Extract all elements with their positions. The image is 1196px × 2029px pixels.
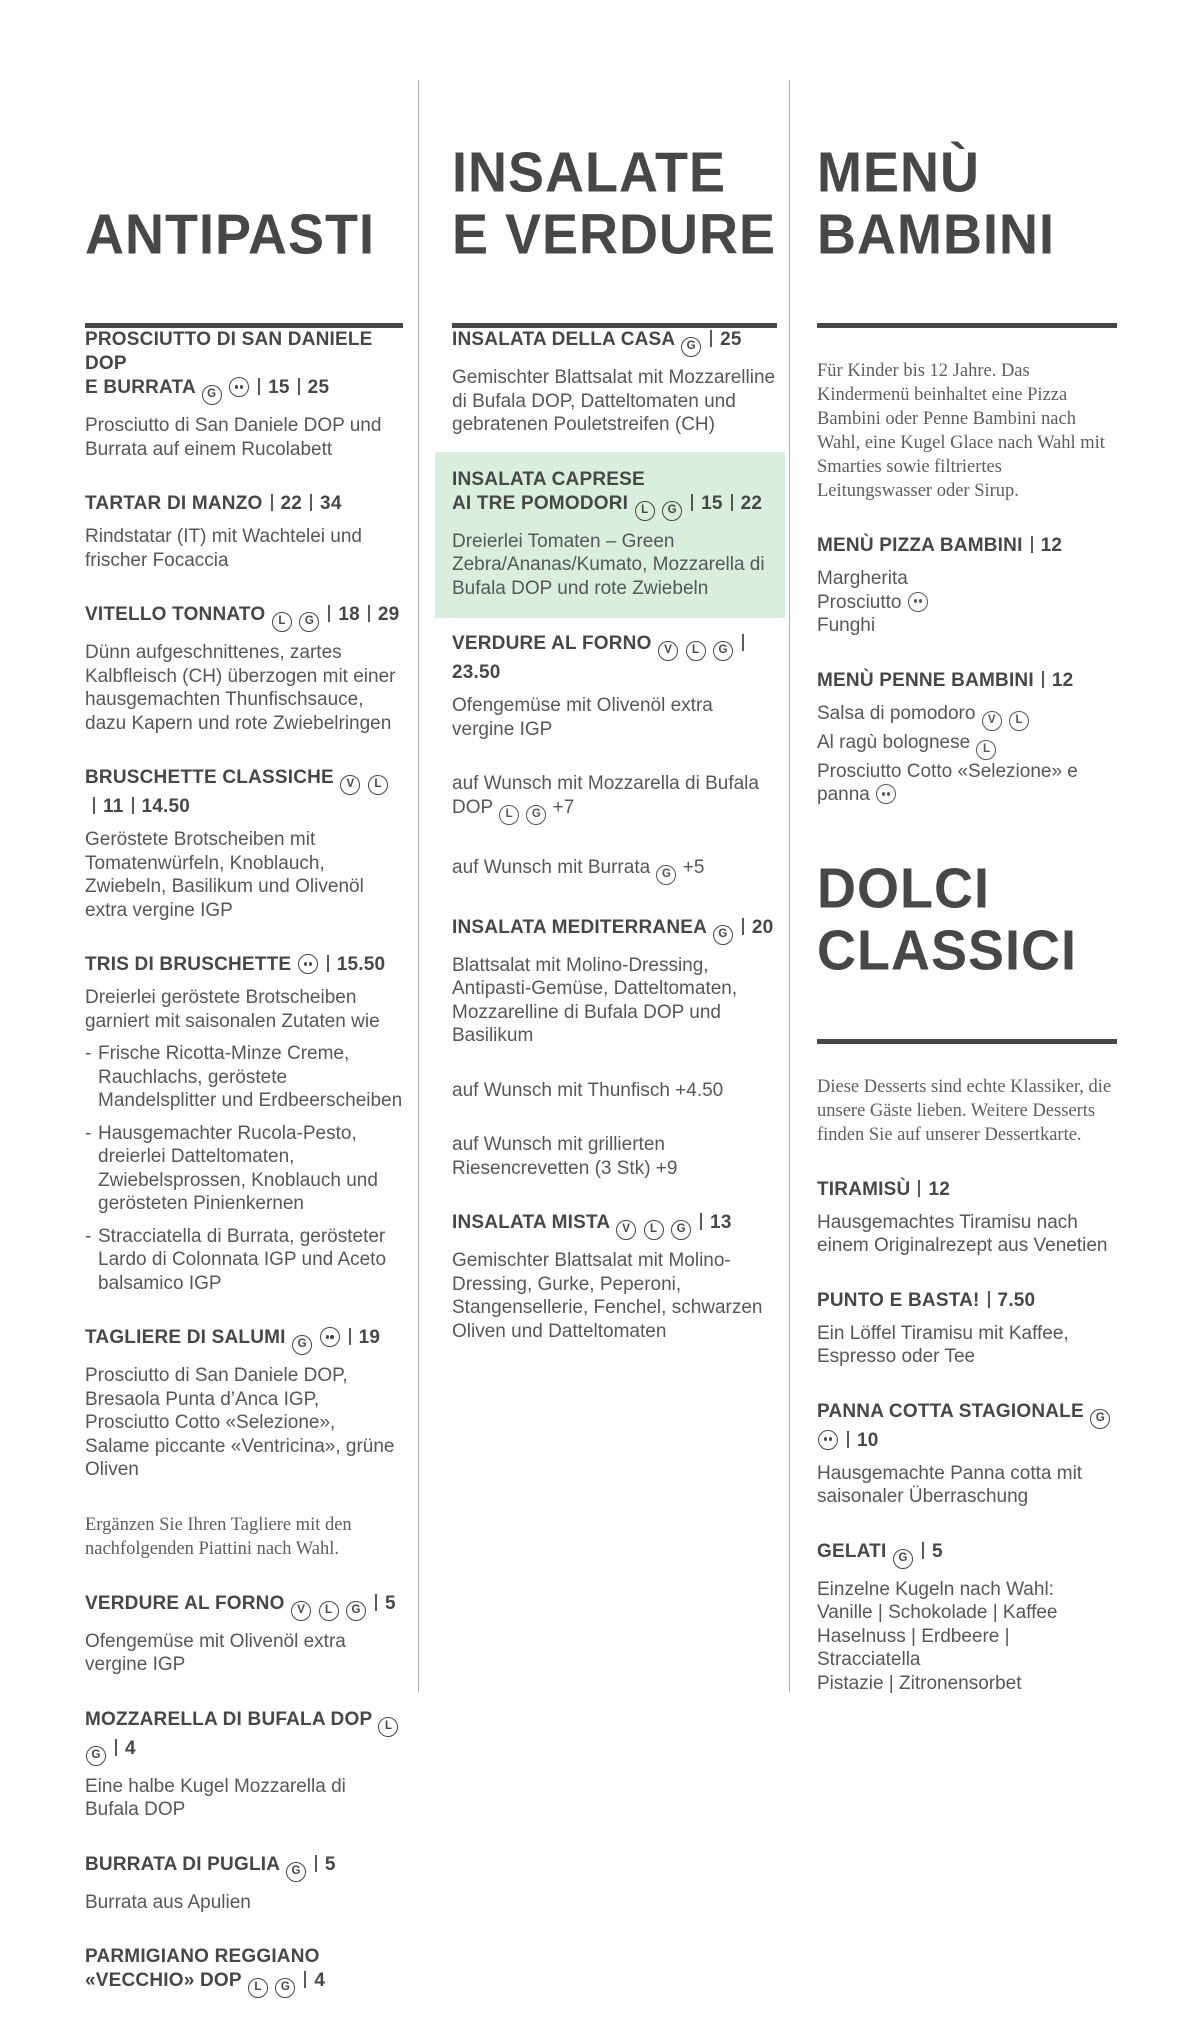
item-description: Hausgemachtes Tiramisu nach einem Originalrezept aus Venetien (817, 1211, 1108, 1256)
circle-l-icon: L (635, 501, 655, 521)
item-title (85, 1708, 403, 1766)
price: 12 (928, 1178, 950, 1200)
price: 4 (125, 1737, 136, 1759)
item-title-line: TARTAR DI MANZO (85, 493, 263, 514)
section-rule (817, 323, 1117, 328)
item-title-line: BURRATA DI PUGLIA G (85, 1854, 307, 1875)
item-description: Funghi (817, 615, 876, 636)
price-separator (847, 1431, 849, 1448)
price-separator (731, 494, 733, 511)
menu-item (85, 603, 403, 735)
note-text: auf Wunsch mit Mozzarella di Bufala DOP L G +7 (452, 772, 777, 825)
item-description: Einzelne Kugeln nach Wahl: (817, 1578, 1054, 1600)
menu-item (85, 953, 403, 1295)
item-title-line: INSALATA MISTA V L G (452, 1212, 692, 1233)
item-description: Prosciutto di San Daniele DOP und Burrata auf einem Rucolabett (85, 415, 382, 460)
item-description: Burrata aus Apulien (85, 1891, 251, 1913)
pig-snout-icon (298, 954, 318, 974)
item-title-line: PANNA COTTA STAGIONALE G (817, 1401, 1111, 1451)
circle-g-icon: G (1090, 1409, 1110, 1429)
item-description: Geröstete Brotscheiben mit Tomatenwürfeln, Knoblauch, Zwiebeln, Basilikum und Olivenöl extra vergine IGP (85, 829, 364, 921)
item-title (452, 1211, 777, 1240)
section-rule (817, 1039, 1117, 1044)
circle-g-icon: G (681, 337, 701, 357)
section-title: BAMBINI (817, 203, 1055, 266)
menu-item (85, 328, 403, 461)
item-description: Margherita (817, 568, 908, 589)
item-title-line: E BURRATA G (85, 377, 250, 398)
item-title-line: BRUSCHETTE CLASSICHE V L (85, 767, 389, 788)
price: 5 (324, 1853, 336, 1875)
menu-item (452, 1211, 777, 1343)
menu-item (85, 1592, 403, 1677)
pig-snout-icon (908, 592, 928, 612)
menu-item (85, 1853, 403, 1915)
circle-v-icon: V (658, 641, 678, 661)
price-separator (258, 378, 260, 395)
column-menu-bambini-dolci (817, 0, 1117, 1726)
menu-item (85, 1945, 403, 1998)
item-title-line: INSALATA MEDITERRANEA G (452, 917, 734, 938)
price-separator (115, 1739, 117, 1756)
price-separator (271, 494, 273, 511)
menu-item (452, 632, 777, 741)
price-separator (700, 1213, 702, 1230)
circle-g-icon: G (292, 1335, 312, 1355)
circle-l-icon: L (248, 1978, 268, 1998)
price-separator (1031, 536, 1033, 553)
circle-l-icon: L (368, 775, 388, 795)
menu-item (85, 1708, 403, 1822)
circle-g-icon: G (86, 1746, 106, 1766)
price: 34 (320, 493, 342, 514)
pig-snout-icon (320, 1327, 340, 1347)
circle-g-icon: G (526, 805, 546, 825)
price: 18 (338, 604, 360, 625)
pig-snout-icon (876, 784, 896, 804)
item-title (85, 1945, 403, 1998)
item-description: Gemischter Blattsalat mit Molino-Dressing, Gurke, Peperoni, Stangensellerie, Fenchel, schwarzen Oliven und Datteltomaten (452, 1250, 763, 1342)
menu-item (435, 452, 785, 619)
price: 13 (710, 1212, 732, 1233)
item-description: - Frische Ricotta-Minze Creme, Rauchlachs, geröstete Mandelsplitter und Erdbeerscheiben (85, 1042, 403, 1113)
section-header (817, 0, 1117, 323)
price-separator (742, 918, 744, 935)
price: 5 (385, 1592, 396, 1614)
item-title (85, 1853, 403, 1882)
section-title: E VERDURE (452, 203, 777, 266)
circle-l-icon: L (1009, 711, 1029, 731)
section-title: CLASSICI (817, 919, 1078, 982)
circle-g-icon: G (713, 641, 733, 661)
circle-g-icon: G (893, 1549, 913, 1569)
price: 19 (358, 1327, 381, 1348)
menu-item (817, 1400, 1117, 1509)
item-description: Gemischter Blattsalat mit Mozzarelline di Bufala DOP, Datteltomaten und gebratenen Pouletstreifen (CH) (452, 367, 776, 435)
circle-v-icon: V (982, 711, 1002, 731)
item-title (85, 766, 403, 819)
note-text: auf Wunsch mit grillierten Riesencrevetten (3 Stk) +9 (452, 1134, 678, 1179)
circle-g-icon: G (202, 385, 222, 405)
price: 11 (103, 796, 124, 817)
price-separator (710, 330, 712, 347)
price-separator (298, 378, 300, 395)
price: 12 (1051, 669, 1074, 691)
item-description: Dünn aufgeschnittenes, zartes Kalbfleisch (CH) überzogen mit einer hausgemachten Thunfischsauce, dazu Kapern und rote Zwiebelringen (85, 642, 396, 734)
item-title (85, 328, 403, 405)
price: 23.50 (452, 662, 501, 683)
item-title-line: VERDURE AL FORNO V L G (85, 1593, 367, 1614)
circle-g-icon: G (299, 612, 319, 632)
menu-item (452, 916, 777, 1048)
price-separator (988, 1291, 990, 1308)
price-separator (304, 1971, 306, 1988)
section-header (85, 0, 403, 323)
pig-snout-icon (229, 377, 249, 397)
item-title-line: AI TRE POMODORI L G (452, 493, 683, 514)
price: 4 (314, 1970, 326, 1991)
price: 22 (740, 492, 763, 514)
circle-g-icon: G (713, 925, 733, 945)
item-description: Ein Löffel Tiramisu mit Kaffee, Espresso oder Tee (817, 1322, 1069, 1367)
item-title-line: INSALATA CAPRESE (452, 468, 645, 490)
price-separator (328, 605, 330, 622)
circle-g-icon: G (275, 1978, 295, 1998)
item-title (817, 669, 1117, 693)
circle-g-icon: G (662, 501, 682, 521)
price: 10 (857, 1429, 879, 1451)
item-title (452, 468, 777, 521)
item-title-line: VITELLO TONNATO L G (85, 604, 320, 625)
circle-l-icon: L (644, 1220, 664, 1240)
price: 15.50 (336, 954, 386, 975)
circle-v-icon: V (616, 1220, 636, 1240)
price-separator (327, 955, 329, 972)
price: 25 (307, 377, 330, 398)
price: 14.50 (141, 796, 191, 817)
item-description: Vanille | Schokolade | Kaffee (817, 1602, 1058, 1623)
item-description: - Hausgemachter Rucola-Pesto, dreierlei Datteltomaten, Zwiebelsprossen, Knoblauch und gerösteten Pinienkernen (85, 1122, 403, 1216)
menu-item (85, 766, 403, 922)
price: 5 (931, 1540, 943, 1562)
item-title-line: PROSCIUTTO DI SAN DANIELE DOP (85, 329, 373, 374)
menu-item (85, 1326, 403, 1482)
item-description: Prosciutto (817, 591, 1117, 615)
column-divider (418, 80, 419, 1692)
price: 15 (268, 377, 290, 398)
item-title (817, 1178, 1117, 1202)
item-title-line: TIRAMISÙ (817, 1178, 911, 1200)
item-title (85, 492, 403, 516)
item-title-line: VERDURE AL FORNO V L G (452, 633, 734, 654)
price-separator (922, 1542, 924, 1559)
item-title-line: MOZZARELLA DI BUFALA DOP L G (85, 1709, 399, 1759)
circle-g-icon: G (671, 1220, 691, 1240)
column-divider (789, 80, 790, 1692)
price: 25 (720, 329, 742, 350)
item-title (452, 328, 777, 357)
menu-item (817, 669, 1117, 807)
item-description: Ofengemüse mit Olivenöl extra vergine IGP (85, 1630, 346, 1675)
item-title-line: PUNTO E BASTA! (817, 1289, 980, 1311)
note-text: Für Kinder bis 12 Jahre. Das Kindermenü beinhaltet eine Pizza Bambini oder Penne Bambini nach Wahl, eine Kugel Glace nach Wahl mit Smarties sowie filtriertes Leitungswasser oder Sirup. (817, 361, 1105, 501)
menu-item (452, 328, 777, 437)
item-description: Prosciutto Cotto «Selezione» e panna (817, 760, 1078, 805)
menu-item (817, 1178, 1117, 1258)
menu-item (817, 534, 1117, 638)
section-title: INSALATE (452, 141, 726, 204)
price-separator (691, 494, 693, 511)
price-separator (368, 605, 370, 622)
column-insalate-e-verdure (452, 0, 777, 1374)
price-separator (93, 797, 95, 814)
item-title-line: TRIS DI BRUSCHETTE (85, 954, 319, 975)
section-title: MENÙ (817, 141, 980, 204)
item-title (817, 1289, 1117, 1313)
price-separator (918, 1180, 920, 1197)
item-title (452, 632, 777, 685)
note-text: auf Wunsch mit Burrata G +5 (452, 856, 777, 885)
item-title (452, 916, 777, 945)
column-antipasti (85, 0, 403, 2029)
price-separator (1042, 671, 1044, 688)
item-description: Pistazie | Zitronensorbet (817, 1672, 1022, 1694)
price: 7.50 (997, 1289, 1036, 1311)
item-description: Haselnuss | Erdbeere | Stracciatella (817, 1625, 1010, 1670)
circle-l-icon: L (272, 612, 292, 632)
circle-g-icon: G (656, 865, 676, 885)
item-title (817, 1540, 1117, 1569)
item-title-line: «VECCHIO» DOP L G (85, 1970, 296, 1991)
item-description: Eine halbe Kugel Mozzarella di Bufala DOP (85, 1775, 346, 1820)
price: 20 (751, 916, 774, 938)
price-separator (310, 494, 312, 511)
section-title: ANTIPASTI (85, 203, 375, 266)
price-separator (375, 1594, 377, 1611)
price: 22 (280, 493, 303, 514)
price-separator (742, 634, 744, 651)
price-separator (315, 1855, 317, 1872)
item-description: Dreierlei Tomaten – Green Zebra/Ananas/Kumato, Mozzarella di Bufala DOP und rote Zwiebeln (452, 530, 765, 599)
menu-item (817, 1289, 1117, 1369)
price-separator (132, 797, 134, 814)
price: 29 (377, 604, 400, 625)
note-text: auf Wunsch mit Thunfisch +4.50 (452, 1079, 724, 1101)
circle-l-icon: L (499, 805, 519, 825)
item-description: Ofengemüse mit Olivenöl extra vergine IGP (452, 695, 713, 740)
item-title-line: INSALATA DELLA CASA G (452, 329, 702, 350)
price-separator (349, 1328, 351, 1345)
item-description: Prosciutto di San Daniele DOP, Bresaola Punta d’Anca IGP, Prosciutto Cotto «Selezione», Salame piccante «Ventricina», grüne Oliven (85, 1365, 395, 1480)
circle-l-icon: L (976, 740, 996, 760)
circle-l-icon: L (319, 1601, 339, 1621)
item-title (85, 1326, 403, 1355)
circle-l-icon: L (378, 1717, 398, 1737)
item-description: Hausgemachte Panna cotta mit saisonaler Überraschung (817, 1462, 1083, 1507)
note-text: Diese Desserts sind echte Klassiker, die unsere Gäste lieben. Weitere Desserts finden Sie auf unserer Dessertkarte. (817, 1076, 1112, 1145)
item-description: Dreierlei geröstete Brotscheiben garniert mit saisonalen Zutaten wie (85, 987, 380, 1032)
pig-snout-icon (818, 1430, 838, 1450)
item-title-line: PARMIGIANO REGGIANO (85, 1946, 320, 1967)
item-description: Salsa di pomodoro V L (817, 702, 1117, 731)
item-title-line: GELATI G (817, 1541, 914, 1562)
item-title-line: MENÙ PIZZA BAMBINI (817, 535, 1023, 556)
circle-g-icon: G (286, 1862, 306, 1882)
note-text: Ergänzen Sie Ihren Tagliere mit den nachfolgenden Piattini nach Wahl. (85, 1514, 352, 1559)
item-title-line: TAGLIERE DI SALUMI G (85, 1327, 341, 1348)
item-title (817, 534, 1117, 558)
circle-v-icon: V (291, 1601, 311, 1621)
menu-item (817, 1540, 1117, 1696)
section-header (817, 859, 1117, 1039)
section-header (452, 0, 777, 323)
price: 12 (1040, 535, 1063, 556)
circle-l-icon: L (686, 641, 706, 661)
item-description: Al ragù bolognese L (817, 731, 1117, 760)
item-title (85, 1592, 403, 1621)
item-description: Blattsalat mit Molino-Dressing, Antipasti-Gemüse, Datteltomaten, Mozzarelline di Bufala DOP und Basilikum (452, 954, 738, 1046)
item-description: Rindstatar (IT) mit Wachtelei und frischer Focaccia (85, 526, 362, 571)
item-title-line: MENÙ PENNE BAMBINI (817, 669, 1034, 691)
section-title: DOLCI (817, 857, 990, 920)
price: 15 (701, 492, 723, 514)
item-description: - Stracciatella di Burrata, gerösteter Lardo di Colonnata IGP und Aceto balsamico IGP (85, 1225, 403, 1296)
circle-v-icon: V (340, 775, 360, 795)
item-title (85, 953, 403, 977)
circle-g-icon: G (346, 1601, 366, 1621)
item-title (85, 603, 403, 632)
item-title (817, 1400, 1117, 1453)
menu-item (85, 492, 403, 572)
